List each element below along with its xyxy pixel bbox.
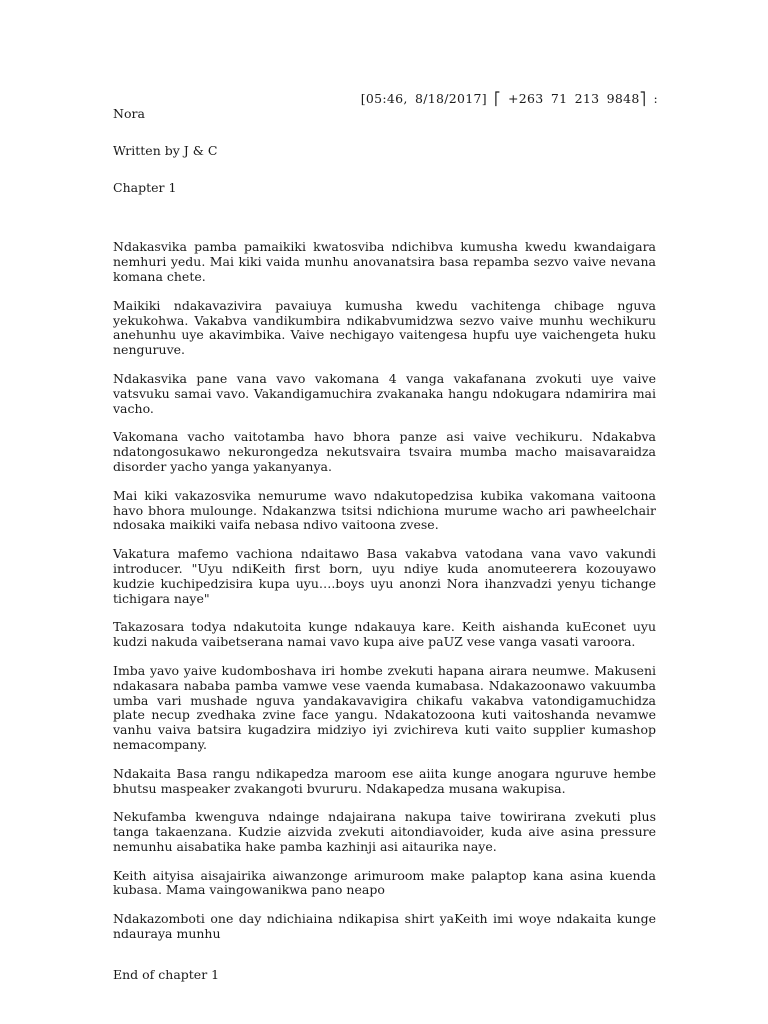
paragraph: Keith aityisa aisajairika aiwanzonge arimuroom make palaptop kana asina kuenda kubasa. Mama vaingowanikwa pano neapo (113, 867, 656, 898)
paragraph: Takazosara todya ndakutoita kunge ndakauya kare. Keith aishanda kuEconet uyu kudzi nakuda vaibetserana namai vavo kupa aive paUZ vese vanga vasati varoora. (113, 619, 656, 650)
paragraph: Imba yavo yaive kudomboshava iri hombe zvekuti hapana airara neumwe. Makuseni ndakasara nababa pamba vamwe vese vaenda kumabasa. Ndakazoonawo vakuumba umba vari mushade nguva yandakavavigira chikafu vakabva vatondigamuchidza plate necup zvedhaka zvine face yangu. Ndakatozoona kuti vaitoshanda nevamwe vanhu vaiva batsira kugadzira midziyo iyi zvichireva kuti vaito supplier kumashop nemacompany. (113, 662, 656, 752)
paragraph: Ndakasvika pamba pamaikiki kwatosviba ndichibva kumusha kwedu kwandaigara nemhuri yedu. Mai kiki vaida munhu anovanatsira basa repamba sezvo vaive nevana komana chete. (113, 239, 656, 284)
paragraph: Ndakazomboti one day ndichiaina ndikapisa shirt yaKeith imi woye ndakaita kunge ndauraya munhu (113, 911, 656, 942)
paragraph: Vakomana vacho vaitotamba havo bhora panze asi vaive vechikuru. Ndakabva ndatongosukawo nekurongedza nekutsvaira tsvaira mumba macho maisavaraidza disorder yacho yanga yakanyanya. (113, 429, 656, 474)
paragraph: Ndakasvika pane vana vavo vakomana 4 vanga vakafanana zvokuti uye vaive vatsvuku samai vavo. Vakandigamuchira zvakanaka hangu ndokugara ndamirira mai vacho. (113, 370, 656, 416)
chapter-heading: Chapter 1 (113, 179, 177, 195)
end-of-chapter-line: End of chapter 1 (113, 966, 220, 982)
document-body (113, 107, 656, 983)
story-title: Nora (113, 106, 145, 121)
message-timestamp-header: [05:46, 8/18/2017] ⎡ +263 71 213 9848⎤ : (360, 91, 658, 106)
author-line: Written by J & C (113, 142, 218, 158)
paragraph: Nekufamba kwenguva ndainge ndajairana nakupa taive towirirana zvekuti plus tanga takaenzana. Kudzie aizvida zvekuti aitondiavoider, kuda aive asina pressure nemunhu aisabatika hake pamba kazhinji asi aitaurika naye. (113, 809, 656, 854)
paragraph: Ndakaita Basa rangu ndikapedza maroom ese aiita kunge anogara nguruve hembe bhutsu maspeaker zvakangoti bvururu. Ndakapedza musana wakupisa. (113, 765, 656, 796)
chapter-text (113, 240, 656, 941)
paragraph: Vakatura mafemo vachiona ndaitawo Basa vakabva vatodana vana vavo vakundi introducer. "Uyu ndiKeith first born, uyu ndiye kuda anomuteerera kozouyawo kudzie kuchipedzisira kupa uyu….boys uyu anonzi Nora ihanzvadzi yenyu tichange tichigara naye" (113, 546, 656, 606)
paragraph: Maikiki ndakavazivira pavaiuya kumusha kwedu vachitenga chibage nguva yekukohwa. Vakabva vandikumbira ndikabvumidzwa sezvo vaive munhu wechikuru anehunhu uye akavimbika. Vaive nechigayo vaitengesa hupfu uye vaichengeta huku nenguruve. (113, 297, 656, 358)
paragraph: Mai kiki vakazosvika nemurume wavo ndakutopedzisa kubika vakomana vaitoona havo bhora mulounge. Ndakanzwa tsitsi ndichiona murume wacho ari pawheelchair ndosaka maikiki vaifa nebasa ndivo vaitoona zvese. (113, 487, 656, 533)
